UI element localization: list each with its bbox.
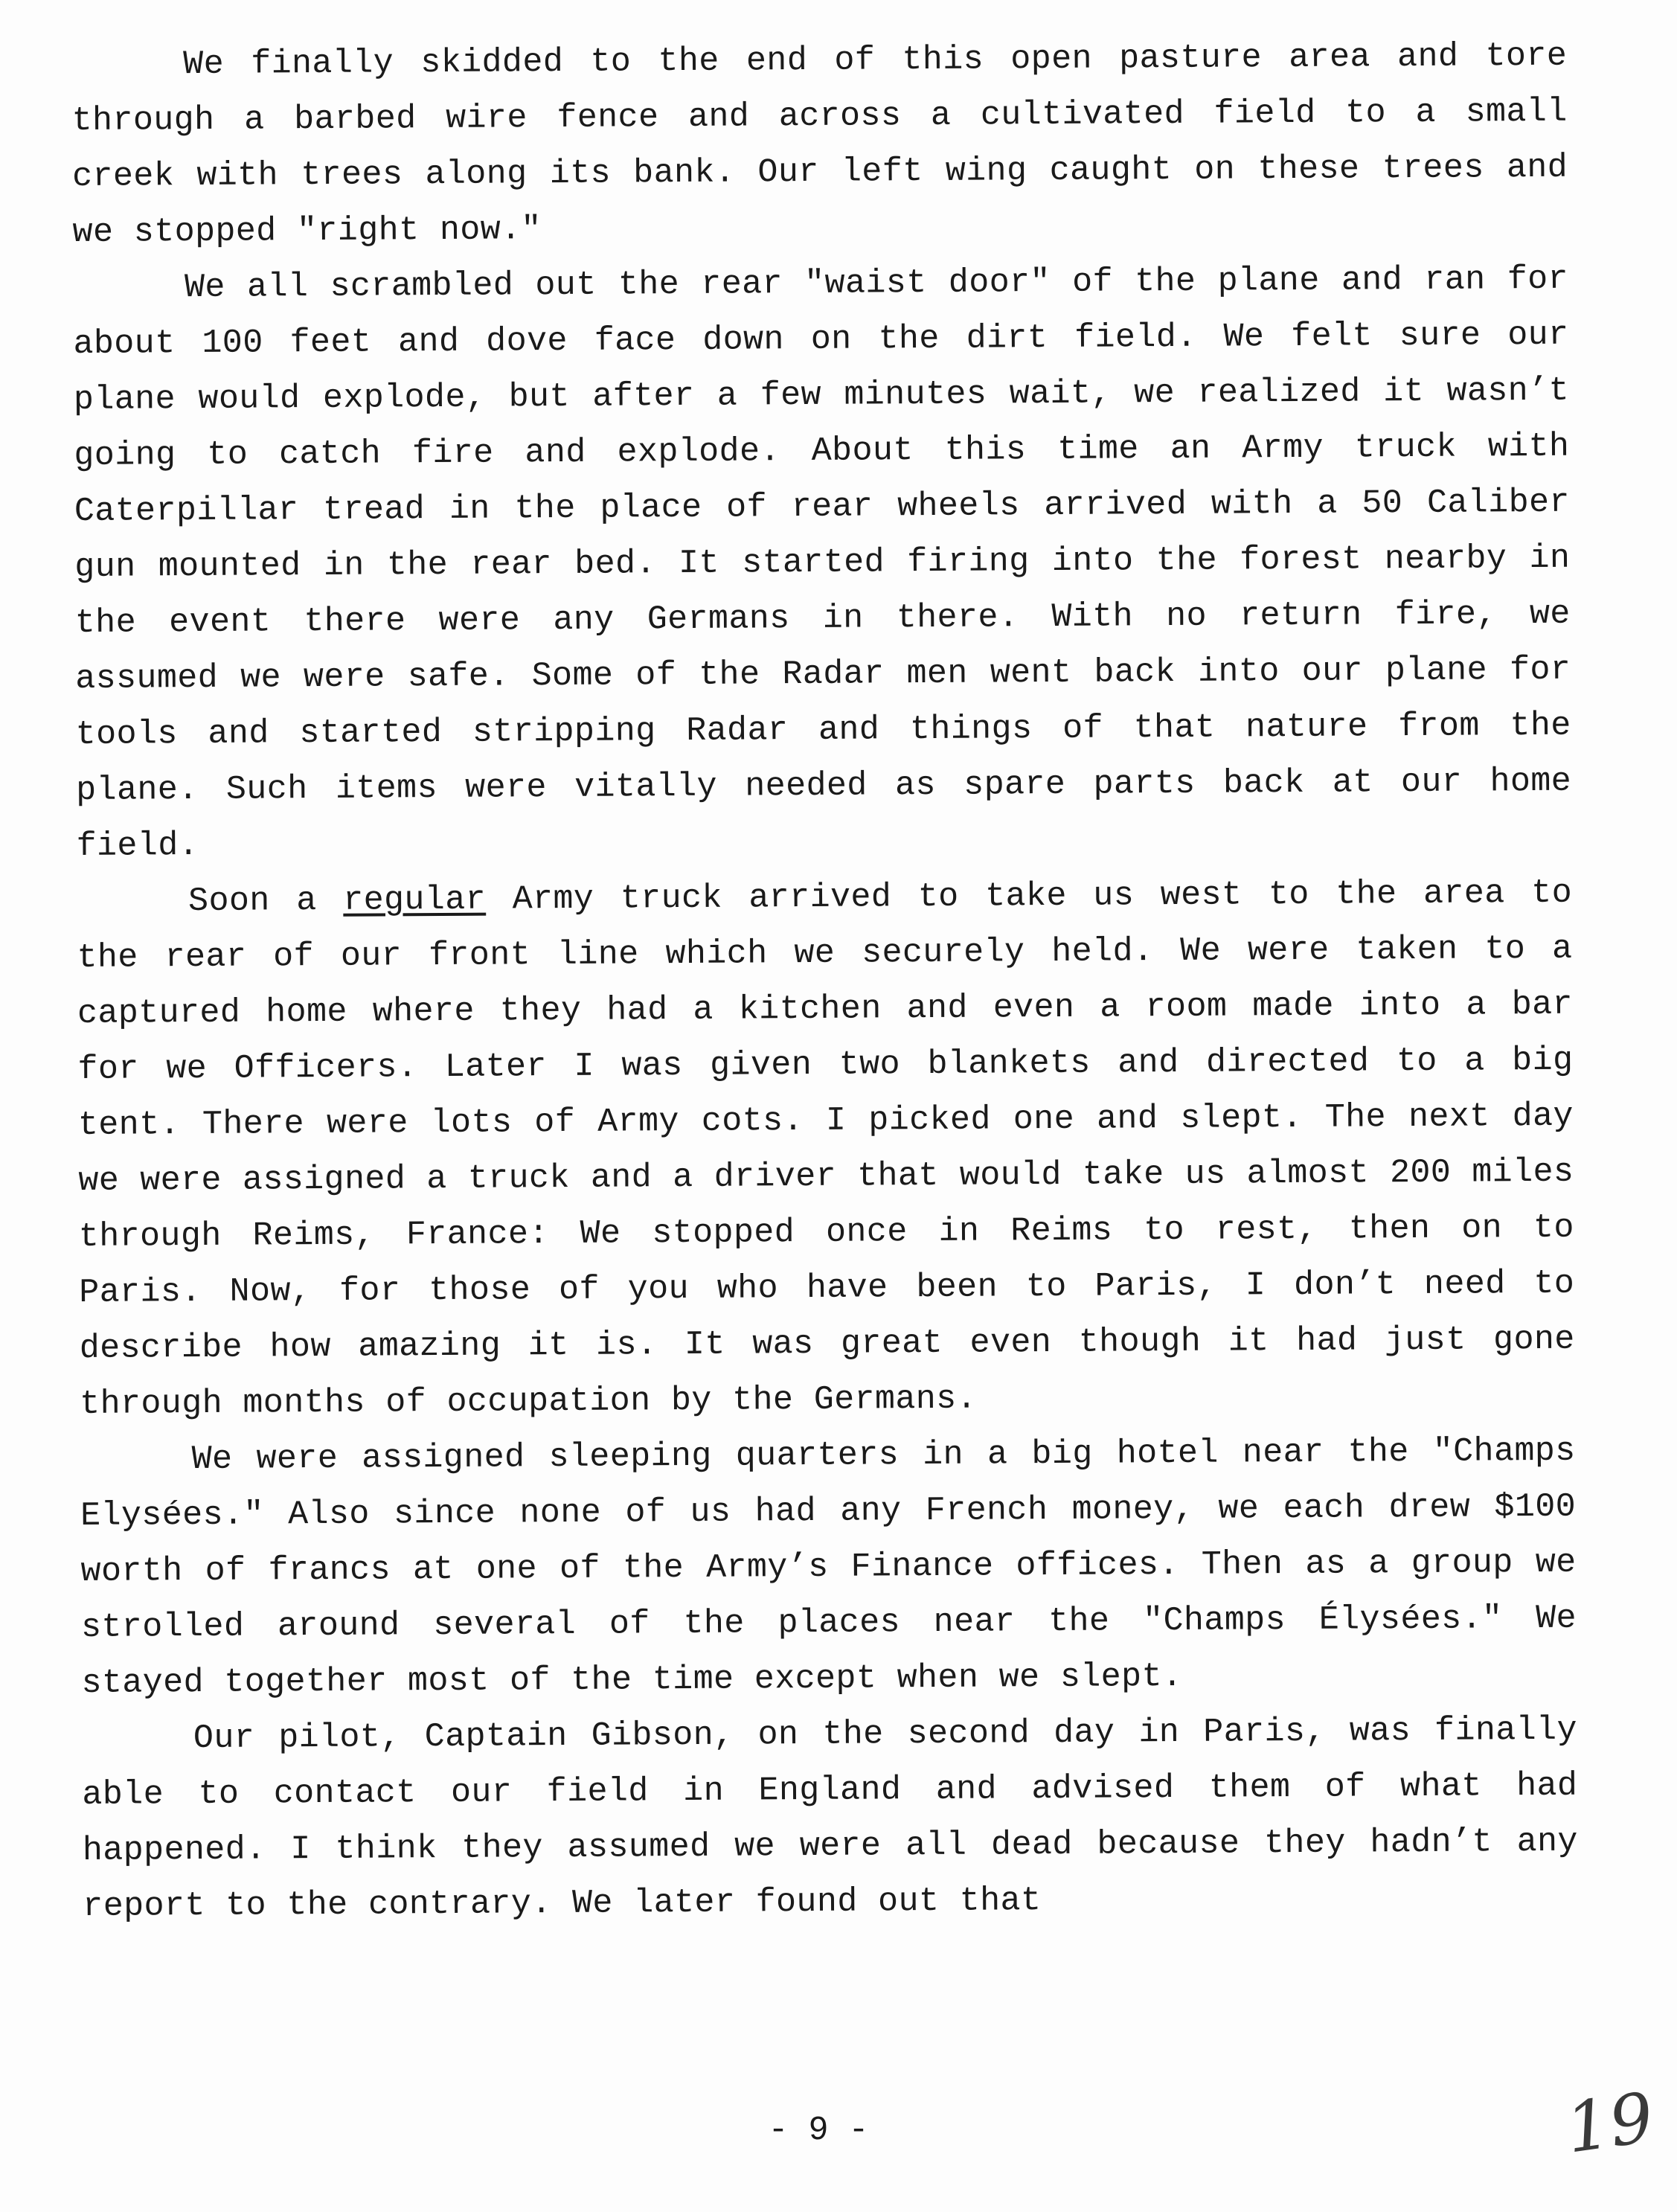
paragraph-2 — [73, 251, 1572, 874]
paragraph-5 — [82, 1702, 1579, 1934]
paragraph-5-text: Our pilot, Captain Gibson, on the second day in Paris, was finally able to contact our field in England and advised them of what had happened. I think they assumed we were all dead because they hadn’t any report to the contrary. We later found out that — [82, 1711, 1579, 1926]
handwritten-page-number: 19 — [1561, 2077, 1658, 2169]
page-number: - 9 - — [768, 2112, 869, 2150]
body-text — [71, 28, 1579, 1934]
paragraph-3-text-start: Soon a — [187, 881, 344, 921]
paragraph-3 — [77, 865, 1576, 1432]
paragraph-4 — [80, 1423, 1577, 1711]
underlined-word-regular: regular — [343, 880, 487, 920]
paragraph-3-text-end: Army truck arrived to take us west to the area to the rear of our front line which we securely held. We were taken to a captured home where they had a kitchen and even a room made into a bar for we Officers. Later I was given two blankets and directed to a big tent. There were lots of Army cots. I picked one and slept. The next day we were assigned a truck and a driver that would take us almost 200 miles through Reims, France: We stopped once in Reims to rest, then on to Paris. Now, for those of you who have been to Paris, I don’t need to describe how amazing it is. It was great even though it had just gone through months of occupation by the Germans. — [77, 873, 1575, 1423]
paragraph-4-text: We were assigned sleeping quarters in a big hotel near the "Champs Elysées." Also since none of us had any French money, we each drew $100 worth of francs at one of the Army’s Finance offices. Then as a group we strolled around several of the places near the "Champs Élysées." We stayed together most of the time except when we slept. — [80, 1432, 1577, 1702]
paragraph-1 — [71, 28, 1568, 260]
paragraph-1-text: We finally skidded to the end of this open pasture area and tore through a barbed wire fence and across a cultivated field to a small creek with trees along its bank. Our left wing caught on these trees and we stopped "right now." — [71, 36, 1568, 251]
paragraph-2-text: We all scrambled out the rear "waist door" of the plane and ran for about 100 feet and dove face down on the dirt field. We felt sure our plane would explode, but after a few minutes wait, we realized it wasn’t going to catch fire and explode. About this time an Army truck with Caterpillar tread in the place of rear wheels arrived with a 50 Caliber gun mounted in the rear bed. It started firing into the forest nearby in the event there were any Germans in there. With no return fire, we assumed we were safe. Some of the Radar men went back into our plane for tools and started stripping Radar and things of that nature from the plane. Such items were vitally needed as spare parts back at our home field. — [73, 260, 1572, 865]
